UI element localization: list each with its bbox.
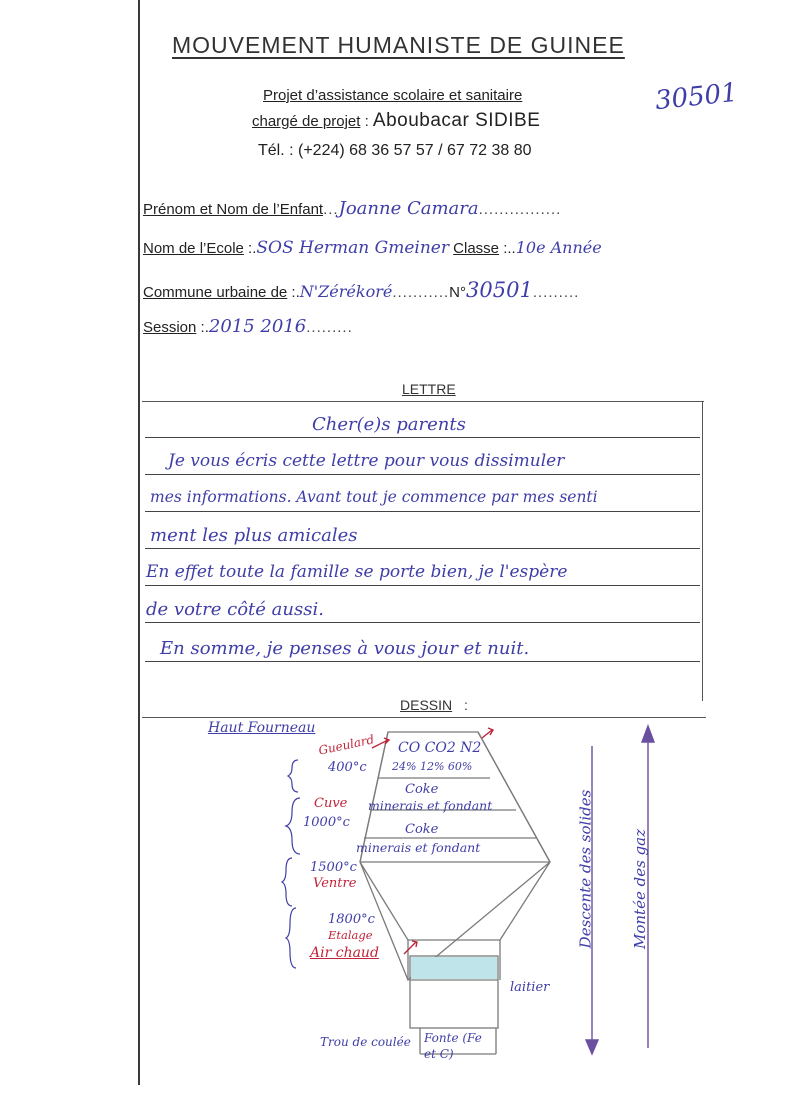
letter-line: de votre côté aussi. [146,599,324,620]
letter-top-rule [142,401,704,402]
label-laitier: laitier [510,980,550,995]
letter-ruled-line [145,661,700,662]
commune-field: Commune urbaine de :.N'Zérékoré...........N°30501......... [143,278,580,302]
session-value: 2015 2016 [208,316,307,337]
number-value: 30501 [466,278,533,302]
label-gases: CO CO2 N2 [398,740,482,756]
child-name-field: Prénom et Nom de l’Enfant...Joanne Camara................ [143,198,562,219]
letter-ruled-line [145,437,700,438]
phone-numbers: Tél. : (+224) 68 36 57 57 / 67 72 38 80 [258,142,532,159]
furnace-outline [360,732,550,1054]
slag-layer [411,957,497,979]
charge-separator: : [360,113,373,130]
session-field: Session :.2015 2016......... [143,316,353,337]
school-value: SOS Herman Gmeiner [256,238,449,258]
session-label: Session [143,319,197,336]
label-fonte: Fonte (Fe et C) [424,1031,482,1061]
label-coke-1: Coke [405,782,439,797]
letter-greeting: Cher(e)s parents [312,414,466,435]
label-gas-pct: 24% 12% 60% [392,760,473,773]
label-t400: 400°c [328,760,367,775]
drawing-title: Haut Fourneau [208,720,316,736]
project-manager [252,110,540,132]
school-field: Nom de l’Ecole :.SOS Herman Gmeiner Classe :..10e Année [143,238,602,258]
letter-ruled-line [145,548,700,549]
label-cuve: Cuve [314,796,348,811]
commune-value: N'Zérékoré [299,282,393,301]
org-title: MOUVEMENT HUMANISTE DE GUINEE [172,32,625,58]
letter-right-rule [702,401,703,701]
letter-ruled-line [145,622,700,623]
label-etalage: Etalage [328,928,373,942]
charge-label: chargé de projet [252,113,361,130]
letter-section-title: LETTRE [402,381,456,397]
label-descente-solides: Descente des solides [576,789,595,949]
label-trou-de-coulee: Trou de coulée [320,1035,411,1049]
label-ventre: Ventre [313,876,357,891]
letter-ruled-line [145,585,700,586]
label-air-chaud: Air chaud [310,945,379,961]
letter-line: ment les plus amicales [150,525,358,546]
letter-line: Je vous écris cette lettre pour vous dissimuler [168,451,565,471]
label-montee-gaz: Montée des gaz [631,829,649,949]
project-title: Projet d’assistance scolaire et sanitaire [263,87,523,104]
label-t1800: 1800°c [328,912,375,927]
braces [282,760,300,968]
label-t1500: 1500°c [310,860,357,875]
child-name-label: Prénom et Nom de l’Enfant [143,201,324,218]
class-label: Classe [453,240,500,257]
charge-name: Aboubacar SIDIBE [372,110,541,131]
label-t1000: 1000°c [303,815,350,830]
letter-line: En effet toute la famille se porte bien, je l'espère [146,562,568,582]
commune-label: Commune urbaine de [143,284,288,301]
letter-line: mes informations. Avant tout je commence par mes senti [150,488,598,506]
school-label: Nom de l’Ecole [143,240,244,257]
label-minerai-1: minerais et fondant [368,798,493,813]
number-label: N° [449,284,467,301]
child-name-value: Joanne Camara [338,198,479,219]
class-value: 10e Année [515,238,602,257]
label-coke-2: Coke [405,822,439,837]
drawing-section-title: DESSIN [400,697,453,713]
reference-number: 30501 [653,77,740,117]
letter-ruled-line [145,511,700,512]
label-gueulard: Gueulard [317,732,376,758]
letter-ruled-line [145,474,700,475]
label-minerai-2: minerais et fondant [356,840,481,855]
letter-line: En somme, je penses à vous jour et nuit. [160,638,530,659]
